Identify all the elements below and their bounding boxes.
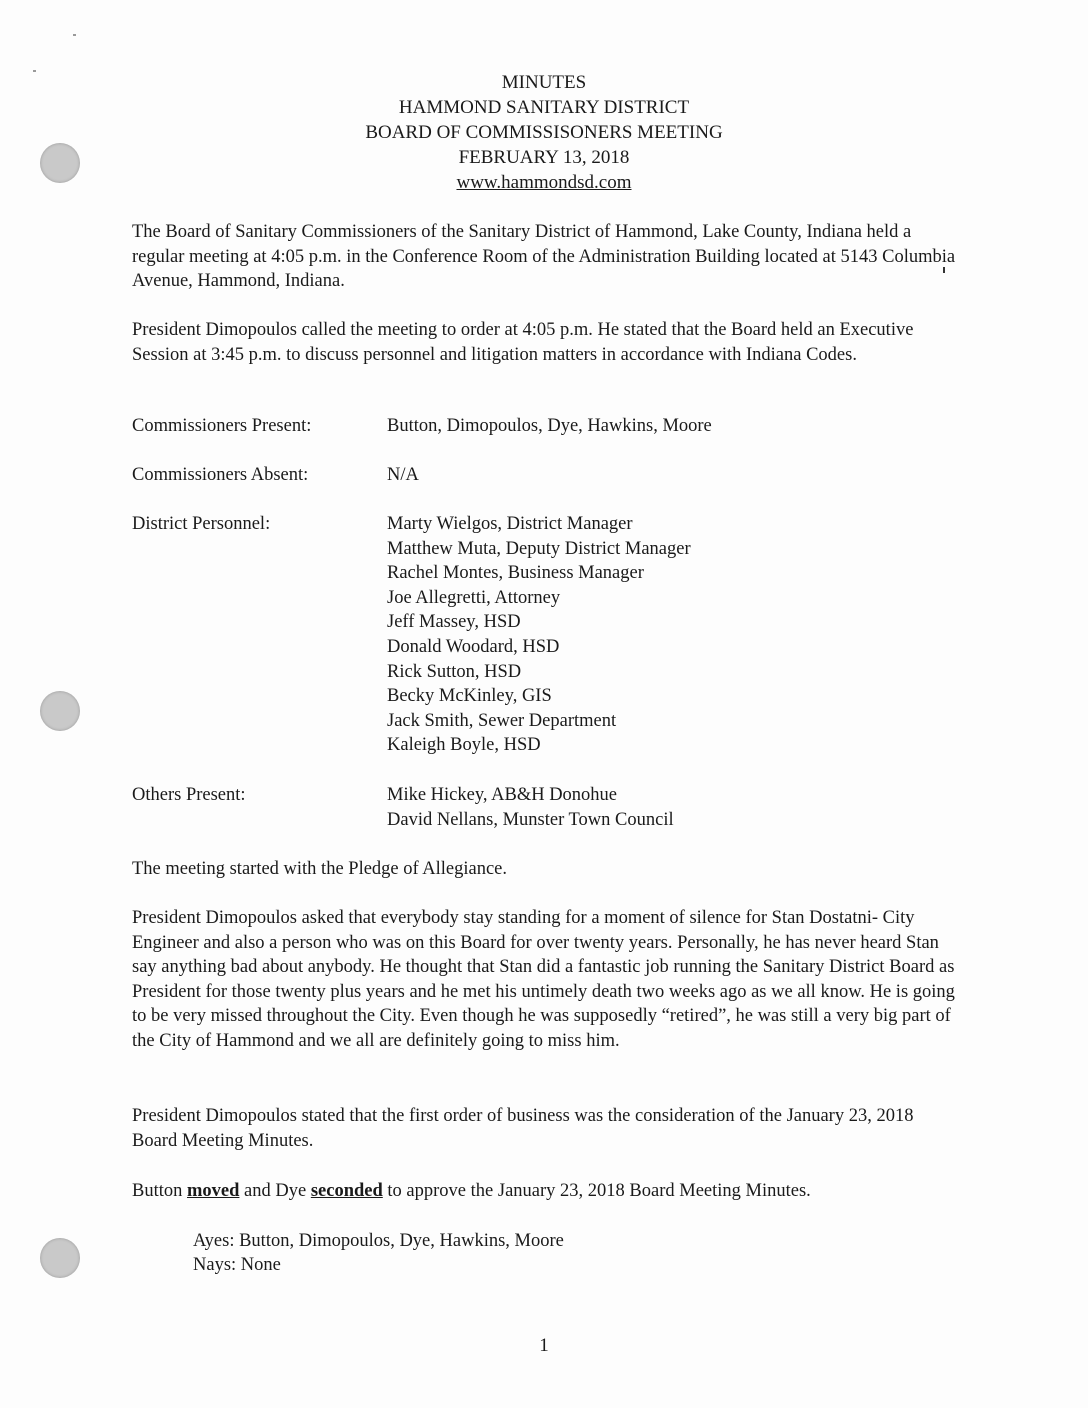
district-personnel-label: District Personnel: <box>132 514 271 534</box>
punch-hole-bottom <box>40 1238 80 1278</box>
ayes-value: Button, Dimopoulos, Dye, Hawkins, Moore <box>239 1231 564 1251</box>
personnel-item: Marty Wielgos, District Manager <box>387 514 633 534</box>
personnel-item: Jack Smith, Sewer Department <box>387 710 617 731</box>
personnel-item: Becky McKinley, GIS <box>387 686 552 707</box>
others-present-list <box>387 783 674 832</box>
personnel-item: Rick Sutton, HSD <box>387 661 522 682</box>
nays-label: Nays: <box>193 1255 237 1275</box>
commissioners-absent-value: N/A <box>387 465 419 485</box>
header-date: FEBRUARY 13, 2018 <box>458 147 630 168</box>
commissioners-present-value: Button, Dimopoulos, Dye, Hawkins, Moore <box>387 416 712 436</box>
district-personnel-list <box>387 512 691 758</box>
header-title: MINUTES <box>501 72 587 93</box>
page-number: 1 <box>539 1335 549 1356</box>
commissioners-present-label: Commissioners Present: <box>132 416 312 436</box>
nays-value: None <box>240 1255 281 1275</box>
personnel-item: Rachel Montes, Business Manager <box>387 563 644 584</box>
scan-speck <box>73 34 76 36</box>
punch-hole-middle <box>40 691 80 731</box>
others-item: Mike Hickey, AB&H Donohue <box>387 785 618 805</box>
vote-ayes-row <box>193 1229 564 1254</box>
others-item: David Nellans, Munster Town Council <box>387 809 674 830</box>
call-to-order-paragraph: President Dimopoulos called the meeting to order at 4:05 p.m. He stated that the Board held an Executive Session at 3:45 p.m. to discuss personnel and litigation matters in accordance with Indiana Codes. <box>132 320 914 365</box>
document-header <box>0 70 1088 195</box>
header-organization: HAMMOND SANITARY DISTRICT <box>398 97 690 118</box>
personnel-item: Donald Woodard, HSD <box>387 636 560 657</box>
silence-paragraph: President Dimopoulos asked that everybody stay standing for a moment of silence for Stan Dostatni- City Engineer and also a person who was on this Board for over twenty years. Personally, he has never heard Stan say anything bad about anybody. He thought that Stan did a fantastic job running the Sanitary District Board as President for those twenty plus years and he met his untimely death two weeks ago as we all know. He is going to be very missed throughout the City. Even though he was supposedly “retired”, he was still a very big part of the City of Hammond and we all are definitely going to miss him. <box>132 908 955 1051</box>
seconded-keyword: seconded <box>310 1181 383 1201</box>
intro-paragraph: The Board of Sanitary Commissioners of the Sanitary District of Hammond, Lake County, Indiana held a regular meeting at 4:05 p.m. in the Conference Room of the Administration Building located at 5143 Columbia Avenue, Hammond, Indiana. <box>132 222 956 292</box>
personnel-item: Jeff Massey, HSD <box>387 612 521 633</box>
ayes-label: Ayes: <box>193 1231 235 1251</box>
commissioners-absent-label: Commissioners Absent: <box>132 465 309 485</box>
motion-paragraph <box>132 1179 962 1204</box>
first-order-paragraph: President Dimopoulos stated that the first order of business was the consideration of the January 23, 2018 Board Meeting Minutes. <box>132 1106 914 1151</box>
personnel-item: Matthew Muta, Deputy District Manager <box>387 538 691 559</box>
personnel-item: Kaleigh Boyle, HSD <box>387 735 541 756</box>
moved-keyword: moved <box>187 1181 240 1201</box>
others-present-label: Others Present: <box>132 785 246 805</box>
header-url-link[interactable]: www.hammondsd.com <box>456 172 632 193</box>
motion-text: to approve the January 23, 2018 Board Meeting Minutes. <box>382 1181 811 1201</box>
personnel-item: Joe Allegretti, Attorney <box>387 587 561 608</box>
motion-text: Button <box>132 1181 187 1201</box>
header-meeting: BOARD OF COMMISSISONERS MEETING <box>365 122 723 143</box>
pledge-paragraph: The meeting started with the Pledge of Allegiance. <box>132 859 508 879</box>
motion-text: and Dye <box>239 1181 311 1201</box>
vote-nays-row <box>193 1253 281 1278</box>
